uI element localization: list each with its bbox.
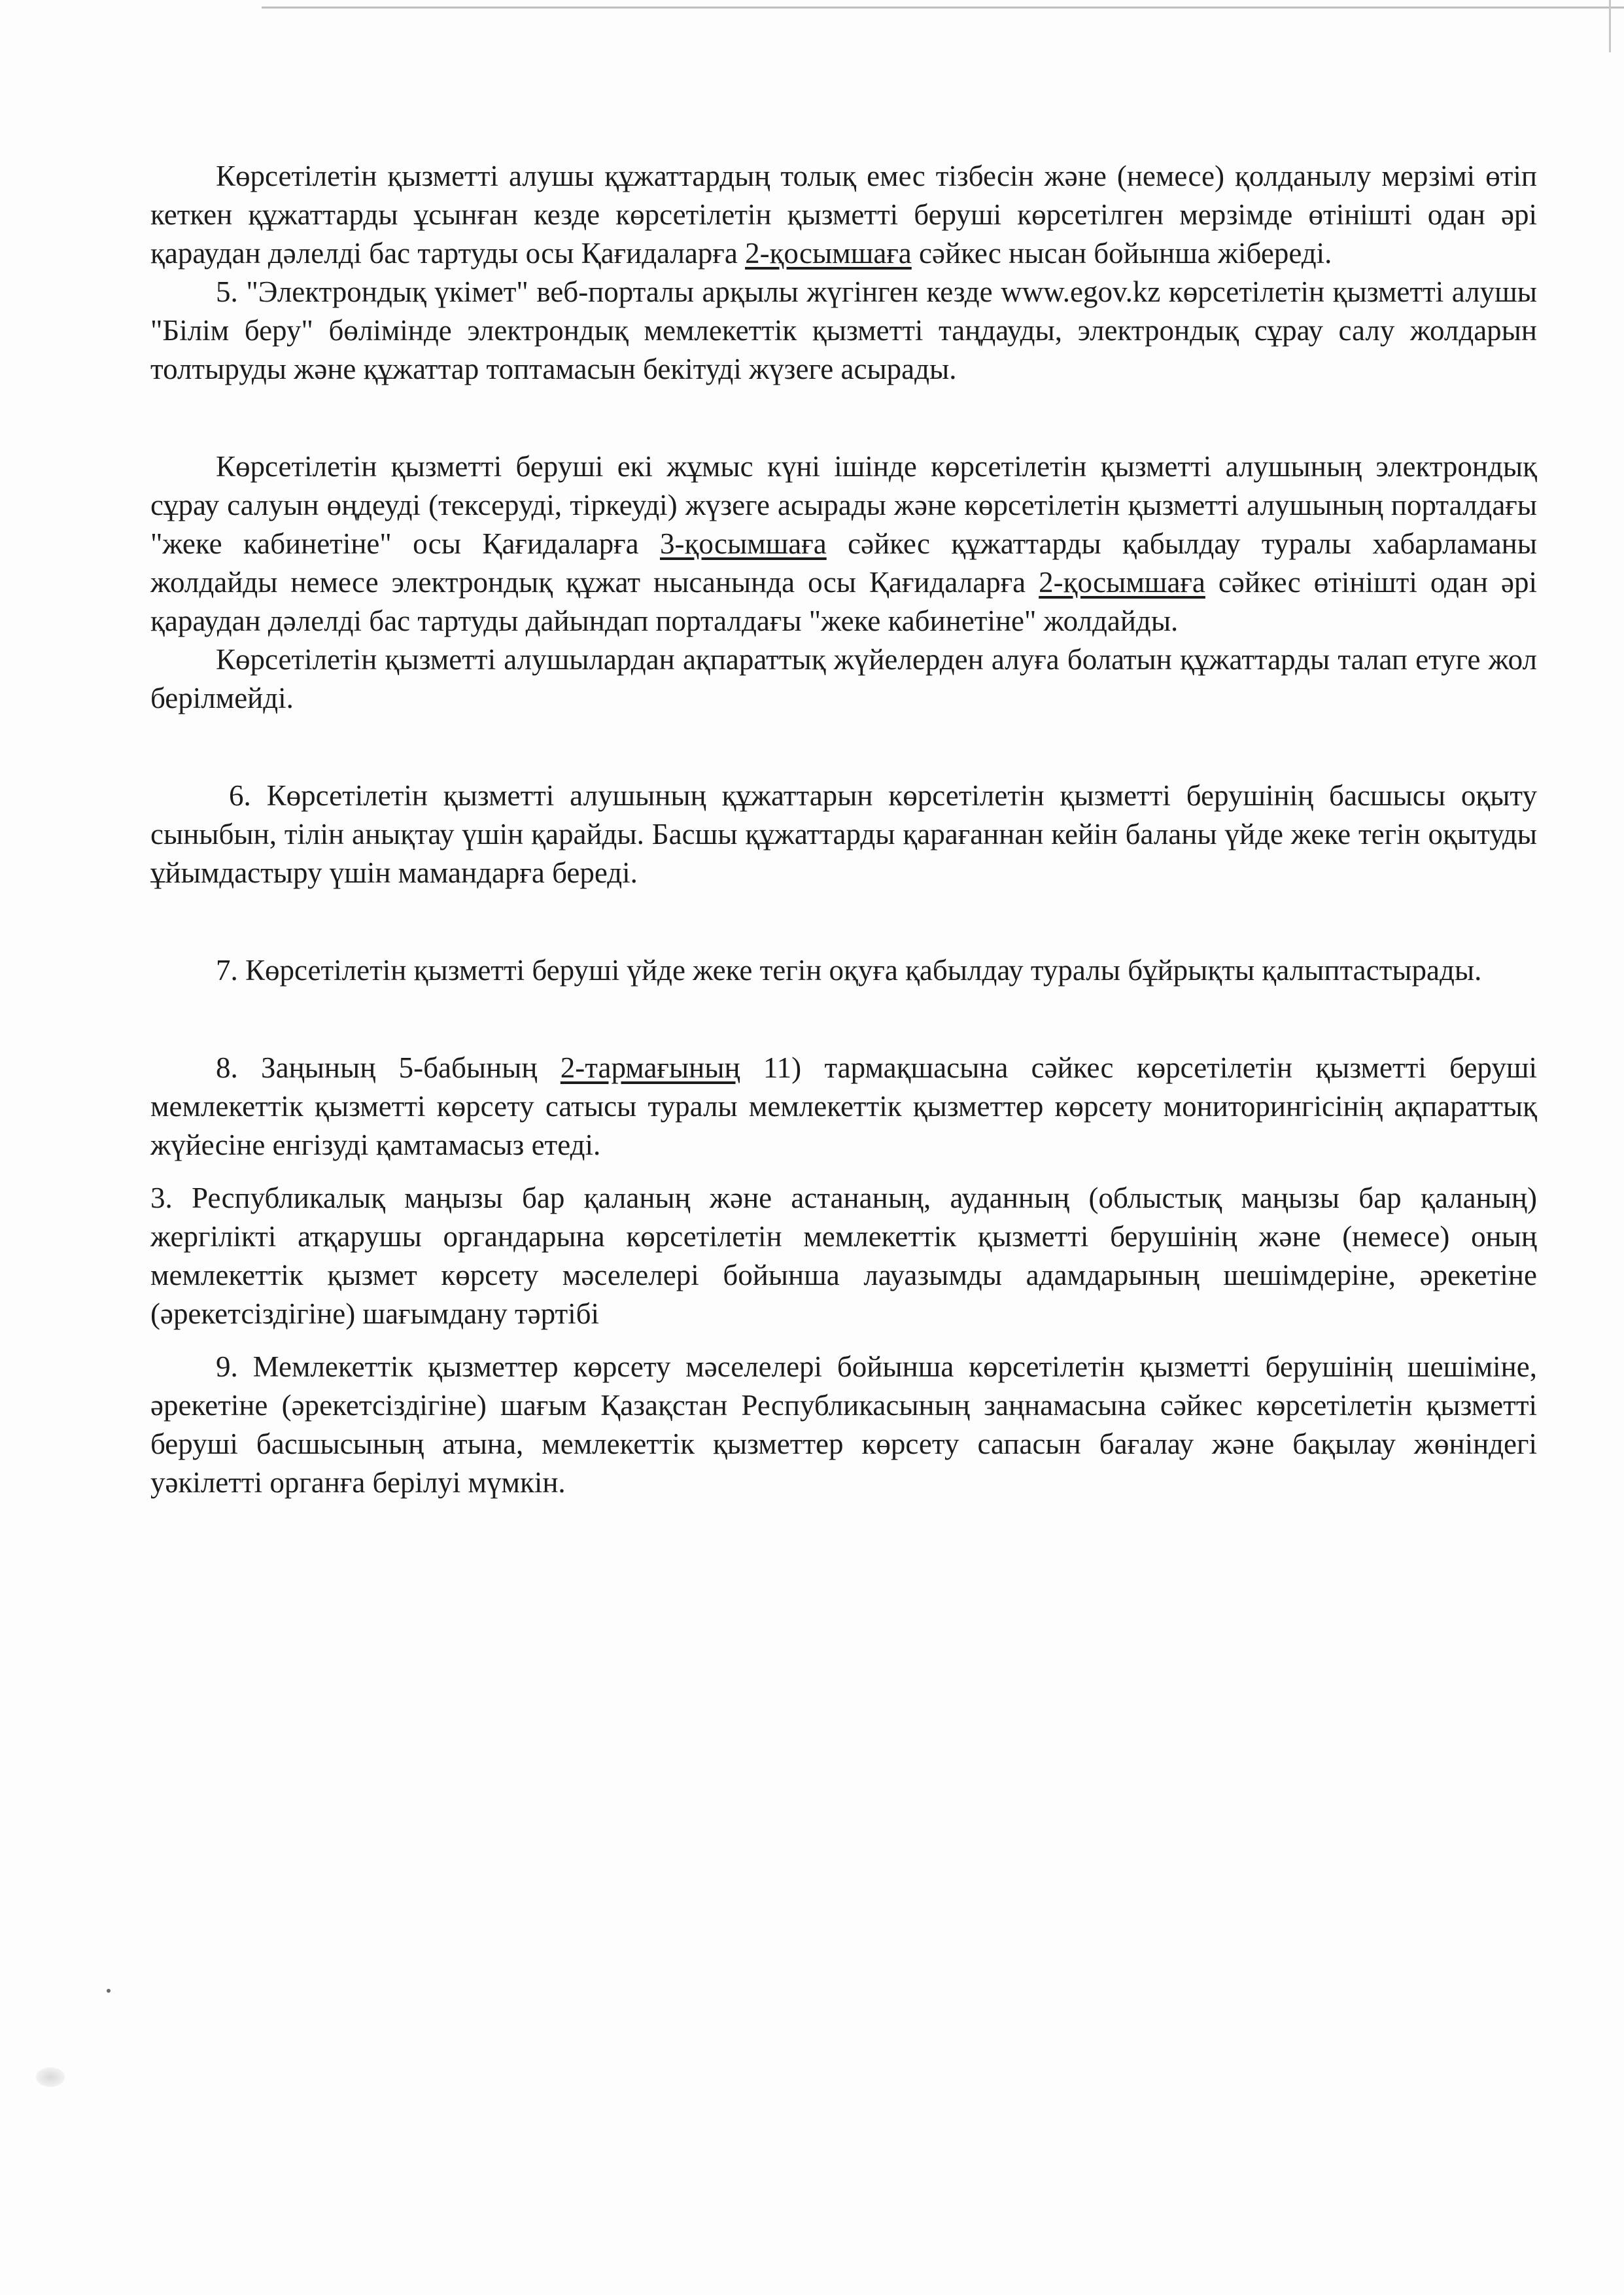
scan-artifact-smudge xyxy=(36,2067,65,2087)
paragraph-text: сәйкес өтінішті одан әрі қараудан дәлелді бас тартуды дайындап порталдағы "жеке кабинетіне" жолдайды. xyxy=(150,566,1537,637)
paragraph-item-7: 7. Көрсетілетін қызметті беруші үйде жеке тегін оқуға қабылдау туралы бұйрықты қалыптастырады. xyxy=(216,954,1482,987)
reference-link-appendix-2[interactable]: 2-қосымшаға xyxy=(1039,566,1205,599)
paragraph-text: сәйкес нысан бойынша жібереді. xyxy=(911,237,1332,270)
paragraph-item-5: 5. "Электрондық үкімет" веб-порталы арқылы жүгінген кезде www.egov.kz көрсетілетін қызметті алушы "Білім беру" бөлімінде электрондық мемлекеттік қызметті таңдауды, электрондық сұрау салу жолдарын толтыруды және құжаттар топтамасын бекітуді жүзеге асырады. xyxy=(150,275,1537,385)
paragraph-item-6: 6. Көрсетілетін қызметті алушының құжаттарын көрсетілетін қызметті берушінің басшысы оқыту сыныбын, тілін анықтау үшін қарайды. Басшы құжаттарды қарағаннан кейін баланы үйде жеке тегін оқытуды ұйымдастыру үшін мамандарға береді. xyxy=(150,779,1537,889)
paragraph-spacer xyxy=(150,892,1537,951)
paragraph-spacer xyxy=(150,389,1537,447)
paragraph-text: Көрсетілетін қызметті беруші екі жұмыс күні ішінде көрсетілетін қызметті алушының электрондық сұрау салуын өңдеуді (тексеруді, тіркеуді) жүзеге асырады және көрсетілетін қызметті алушының порталдағы "жеке кабинетіне" осы Қағидаларға xyxy=(150,450,1537,560)
paragraph-spacer xyxy=(150,1165,1537,1179)
paragraph-text: 8. Заңының 5-бабының xyxy=(216,1051,561,1084)
reference-link-appendix-3[interactable]: 3-қосымшаға xyxy=(660,527,827,560)
paragraph-no-demand: Көрсетілетін қызметті алушылардан ақпараттық жүйелерден алуға болатын құжаттарды талап етуге жол берілмейді. xyxy=(150,643,1537,714)
document-body xyxy=(150,157,1537,1502)
paragraph-text: 11) тармақшасына сәйкес көрсетілетін қызметті беруші мемлекеттік қызметті көрсету сатысы туралы мемлекеттік қызметтер көрсету мониторингісінің ақпараттық жүйесіне енгізуді қамтамасыз етеді. xyxy=(150,1051,1537,1161)
paragraph-text: Көрсетілетін қызметті алушы құжаттардың толық емес тізбесін және (немесе) қолданылу мерзімі өтіп кеткен құжаттарды ұсынған кезде көрсетілетін қызметті беруші көрсетілген мерзімде өтінішті одан әрі қараудан дәлелді бас тартуды осы Қағидаларға xyxy=(150,160,1537,270)
scan-artifact-dot xyxy=(107,1989,111,1993)
paragraph-spacer xyxy=(150,990,1537,1049)
paragraph-spacer xyxy=(150,718,1537,777)
paragraph-text: сәйкес құжаттарды қабылдау туралы хабарламаны жолдайды немесе электрондық құжат нысанында осы Қағидаларға xyxy=(150,527,1537,599)
paragraph-spacer xyxy=(150,1333,1537,1348)
reference-link-appendix-2[interactable]: 2-қосымшаға xyxy=(745,237,912,270)
scan-edge-line xyxy=(1609,0,1611,52)
section-heading-appeal-procedure: 3. Республикалық маңызы бар қаланың және астананың, ауданның (облыстық маңызы бар қаланың) жергілікті атқарушы органдарына көрсетілетін мемлекеттік қызметті берушінің және (немесе) оның мемлекеттік қызмет көрсету мәселелері бойынша лауазымды адамдарының шешімдеріне, әрекетіне (әрекетсіздігіне) шағымдану тәртібі xyxy=(150,1182,1537,1330)
paragraph-item-8 xyxy=(150,1049,1537,1165)
paragraph-incomplete-documents xyxy=(150,157,1537,273)
reference-link-clause-2[interactable]: 2-тармағының xyxy=(560,1051,740,1084)
scan-edge-line xyxy=(262,7,1624,9)
paragraph-item-9: 9. Мемлекеттік қызметтер көрсету мәселелері бойынша көрсетілетін қызметті берушінің шешіміне, әрекетіне (әрекетсіздігіне) шағым Қазақстан Республикасының заңнамасына сәйкес көрсетілетін қызметті беруші басшысының атына, мемлекеттік қызметтер көрсету сапасын бағалау және бақылау жөніндегі уәкілетті органға берілуі мүмкін. xyxy=(150,1350,1537,1499)
paragraph-processing xyxy=(150,447,1537,640)
